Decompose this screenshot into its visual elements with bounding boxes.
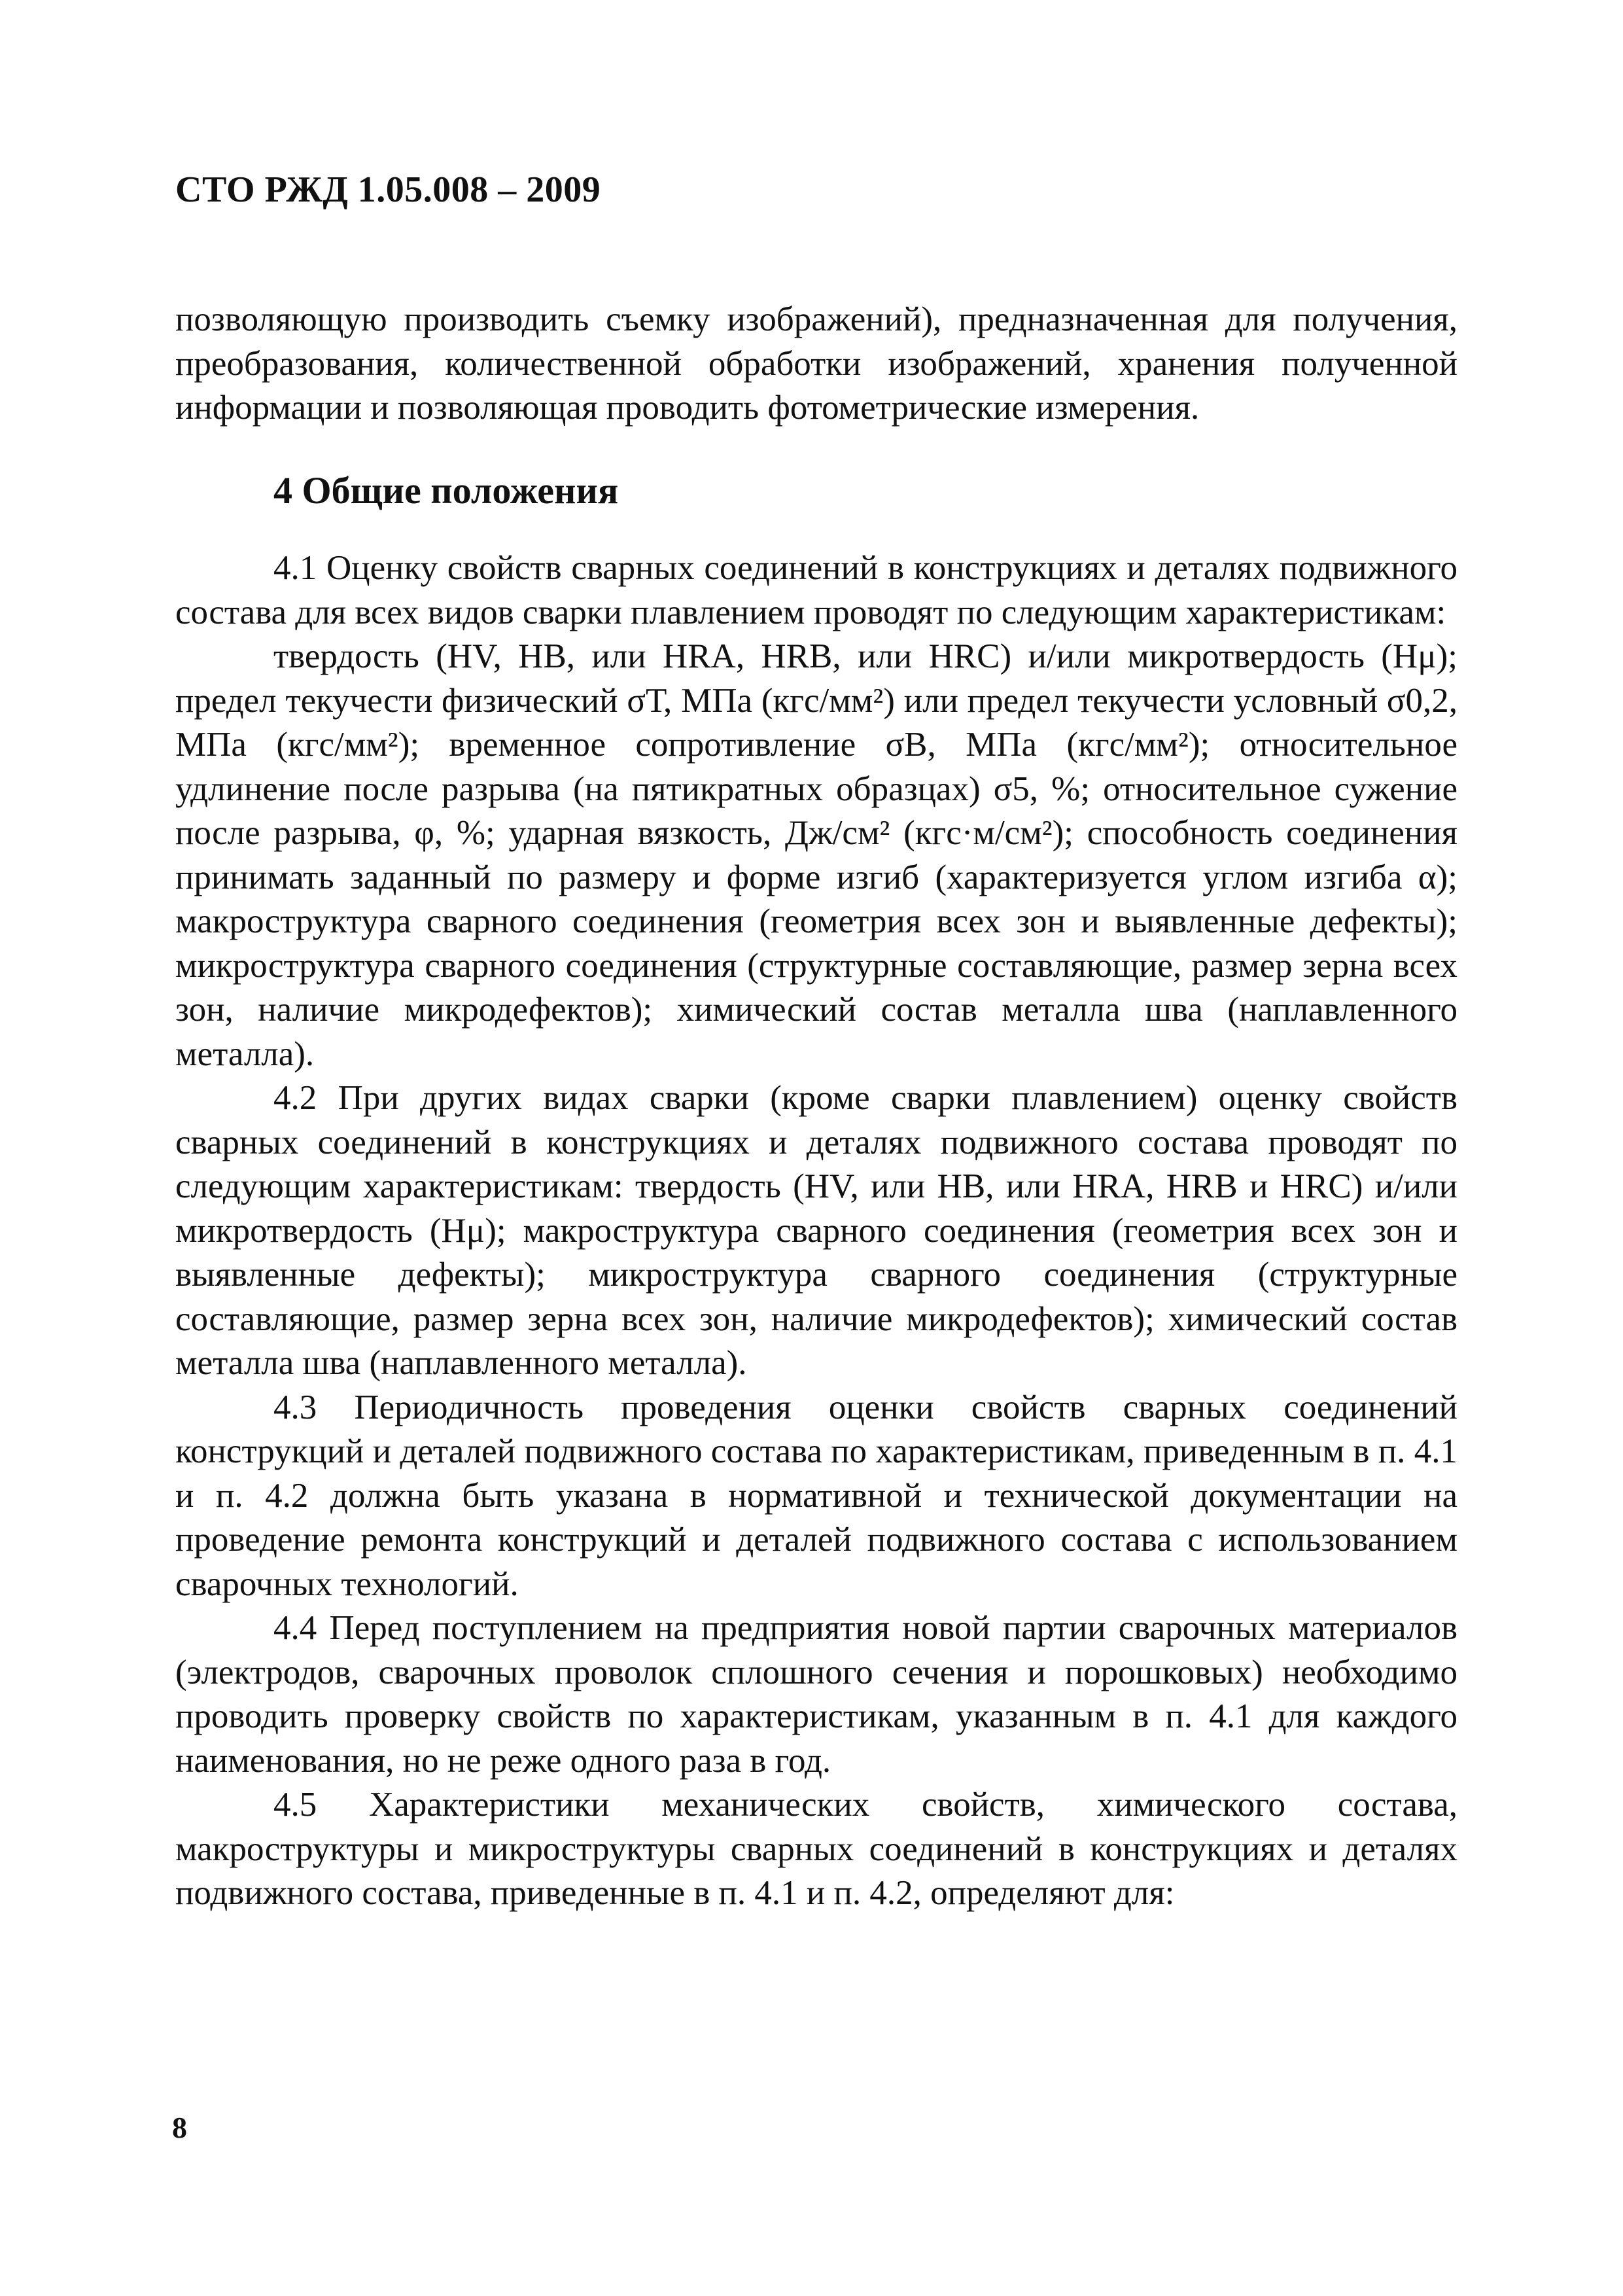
document-body: [175, 298, 1457, 1916]
document-code-header: СТО РЖД 1.05.008 – 2009: [175, 169, 601, 210]
paragraph-4-3: 4.3 Периодичность проведения оценки свойств сварных соединений конструкций и деталей подвижного состава по характеристикам, приведенным в п. 4.1 и п. 4.2 должна быть указана в нормативной и технической документации на проведение ремонта конструкций и деталей подвижного состава с использованием сварочных технологий.: [175, 1388, 1457, 1603]
paragraph-4-1-characteristics: твердость (HV, HB, или HRA, HRB, или HRC) и/или микротвердость (Hμ); предел текучести физический σТ, МПа (кгс/мм²) или предел текучести условный σ0,2, МПа (кгс/мм²); временное сопротивление σВ, МПа (кгс/мм²); относительное удлинение после разрыва (на пятикратных образцах) σ5, %; относительное сужение после разрыва, φ, %; ударная вязкость, Дж/см² (кгс·м/см²); способность соединения принимать заданный по размеру и форме изгиб (характеризуется углом изгиба α); макроструктура сварного соединения (геометрия всех зон и выявленные дефекты); микроструктура сварного соединения (структурные составляющие, размер зерна всех зон, наличие микродефектов); химический состав металла шва (наплавленного металла).: [175, 637, 1457, 1073]
paragraph-4-2: 4.2 При других видах сварки (кроме сварки плавлением) оценку свойств сварных соединений в конструкциях и деталях подвижного состава проводят по следующим характеристикам: твердость (HV, или HB, или HRA, HRB и HRC) и/или микротвердость (Hμ); макроструктура сварного соединения (геометрия всех зон и выявленные дефекты); микроструктура сварного соединения (структурные составляющие, размер зерна всех зон, наличие микродефектов); химический состав металла шва (наплавленного металла).: [175, 1079, 1457, 1382]
section-heading: 4 Общие положения: [273, 468, 619, 512]
paragraph-4-4: 4.4 Перед поступлением на предприятия новой партии сварочных материалов (электродов, сварочных проволок сплошного сечения и порошковых) необходимо проводить проверку свойств по характеристикам, указанным в п. 4.1 для каждого наименования, но не реже одного раза в год.: [175, 1609, 1457, 1780]
paragraph-4-1: 4.1 Оценку свойств сварных соединений в конструкциях и деталях подвижного состава для всех видов сварки плавлением проводят по следующим характеристикам:: [175, 549, 1457, 631]
intro-paragraph: позволяющую производить съемку изображений), предназначенная для получения, преобразования, количественной обработки изображений, хранения полученной информации и позволяющая проводить фотометрические измерения.: [175, 300, 1457, 427]
paragraph-4-5: 4.5 Характеристики механических свойств, химического состава, макроструктуры и микроструктуры сварных соединений в конструкциях и деталях подвижного состава, приведенные в п. 4.1 и п. 4.2, определяют для:: [175, 1786, 1457, 1912]
page-number: 8: [172, 2111, 187, 2144]
